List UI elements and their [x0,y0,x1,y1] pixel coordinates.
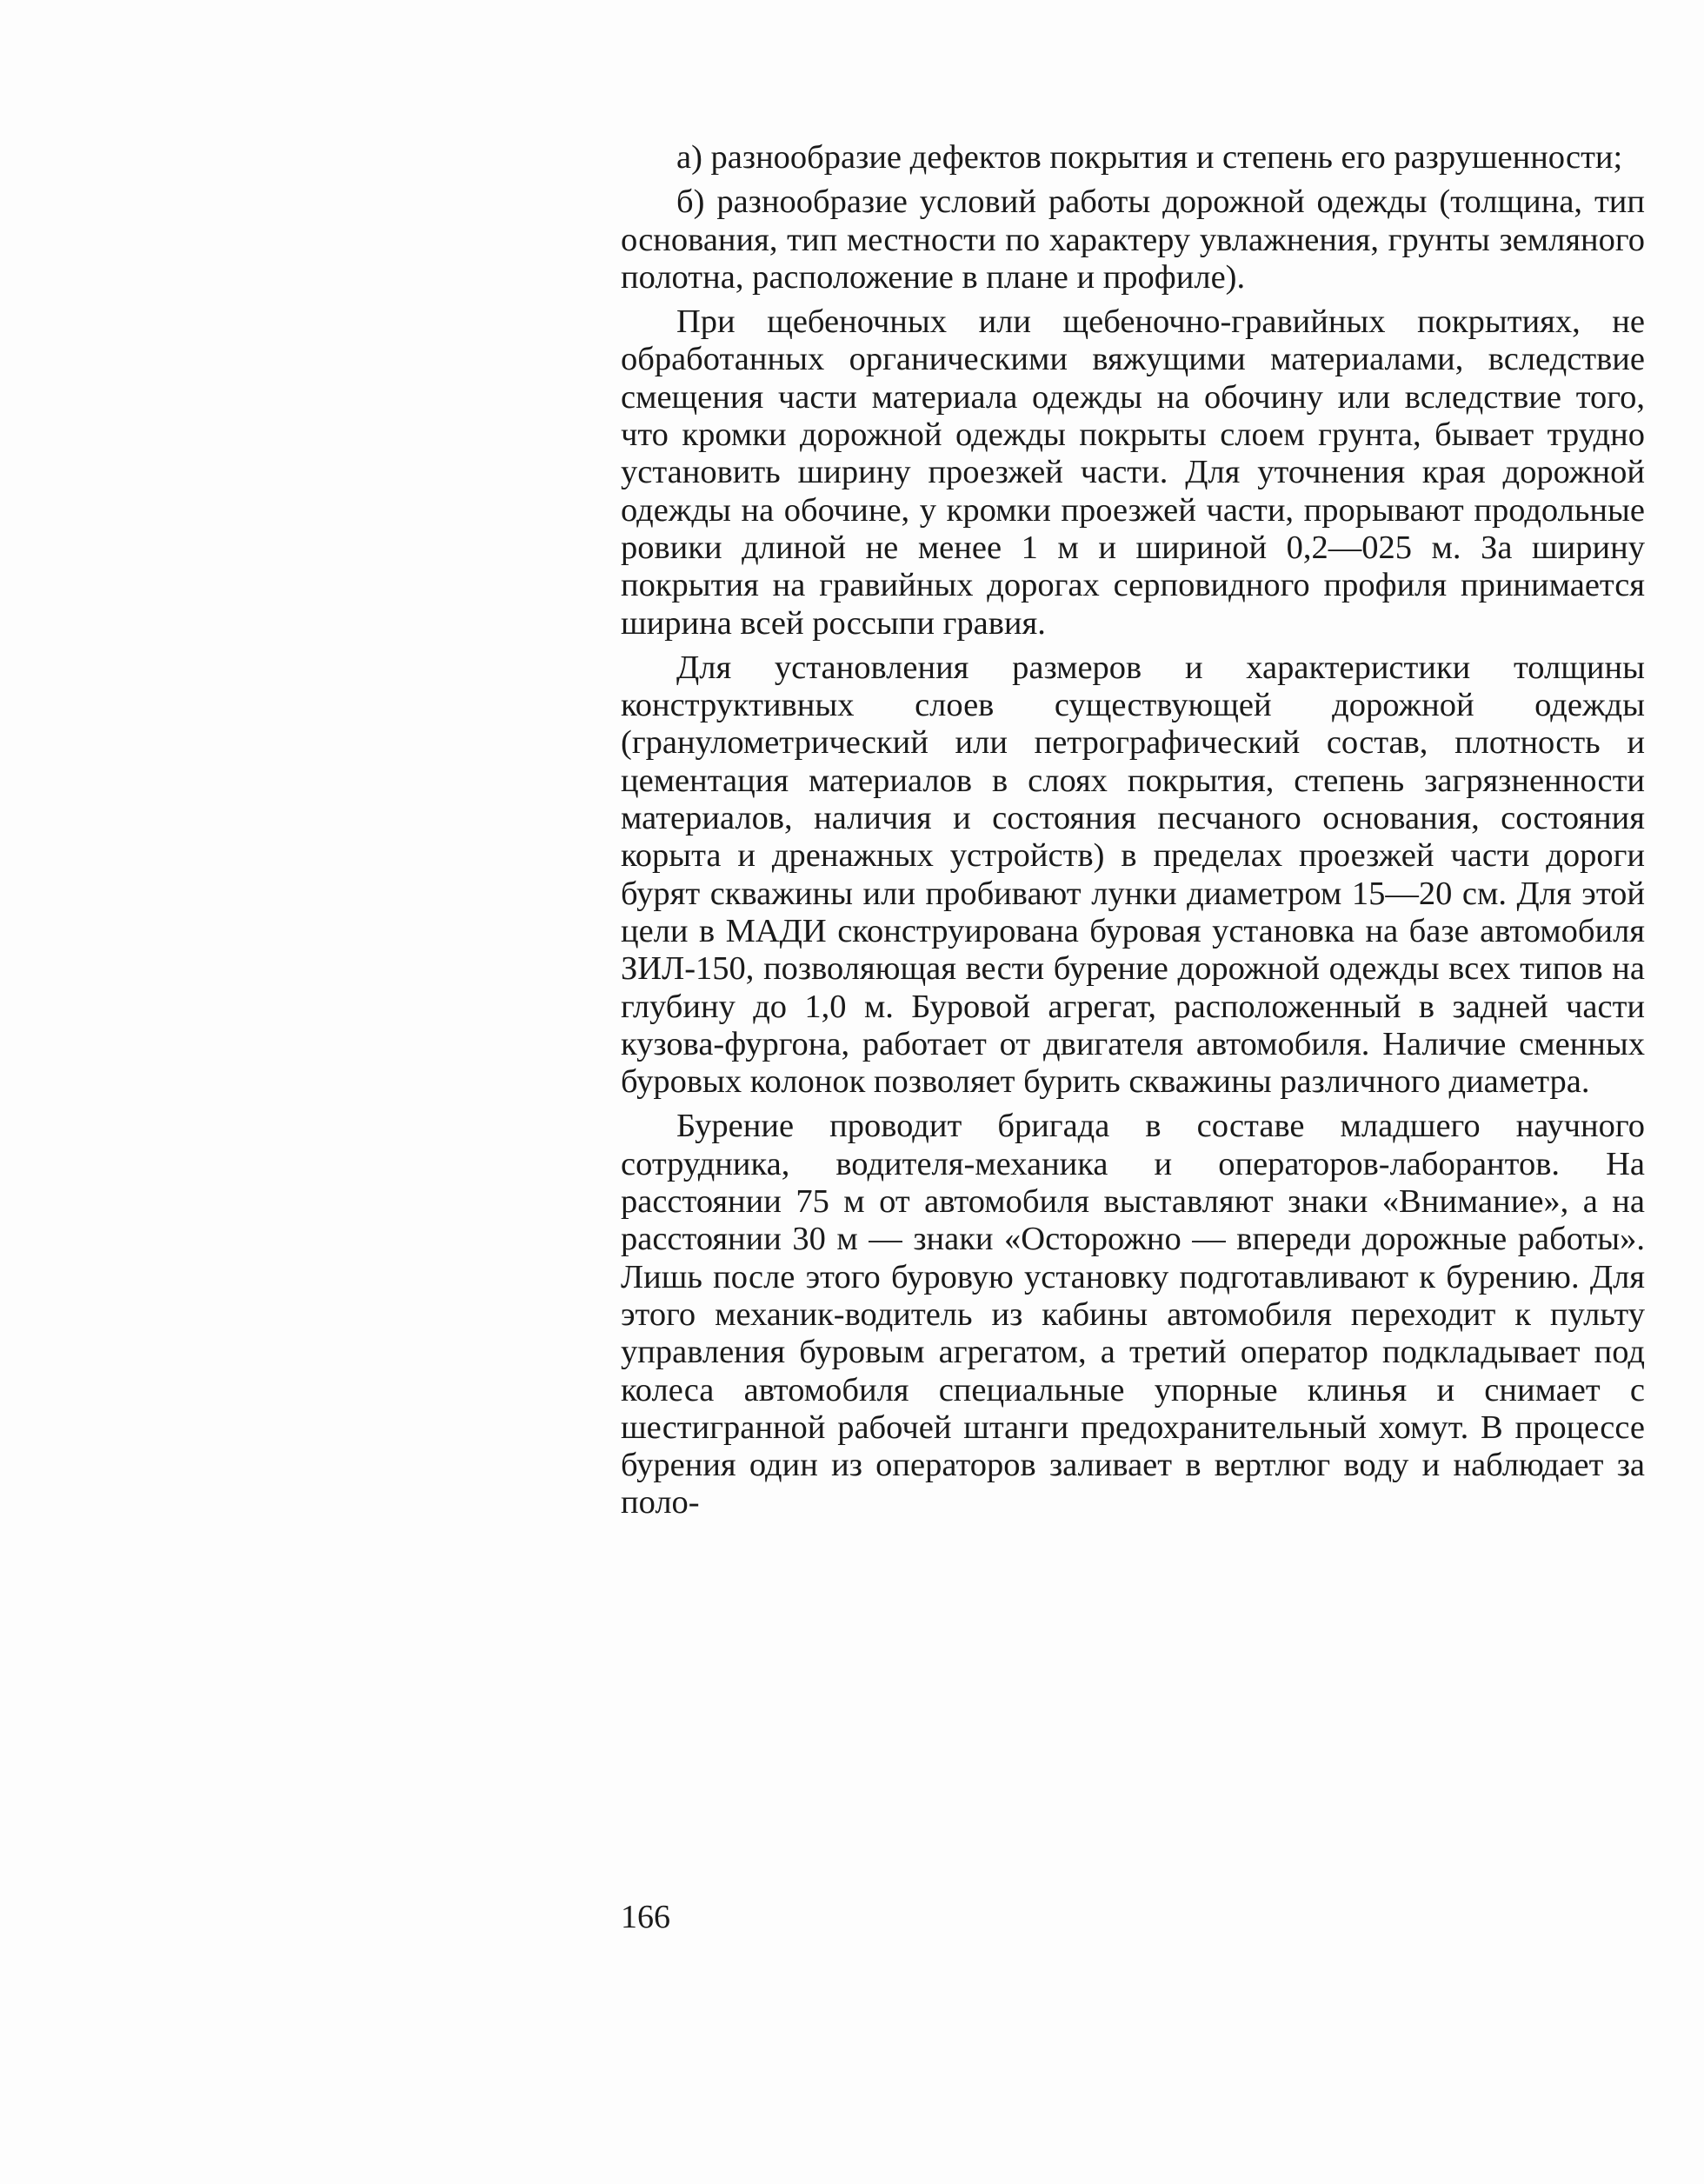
paragraph-gravel-coverings: При щебеночных или щебеночно-гравийных покрытиях, не обработанных органическими вяжущими материалами, вследствие смещения части материала одежды на обочину или вследствие того, что кромки дорожной одежды покрыты слоем грунта, бывает трудно установить ширину проезжей части. Для уточнения края дорожной одежды на обочине, у кромки проезжей части, прорывают продольные ровики длиной не менее 1 м и шириной 0,2—025 м. За ширину покрытия на гравийных дорогах серповидного профиля принимается ширина всей россыпи гравия. [621,303,1645,642]
paragraph-layer-thickness: Для установления размеров и характеристики толщины конструктивных слоев существующей дорожной одежды (гранулометрический или петрографический состав, плотность и цементация материалов в слоях покрытия, степень загрязненности материалов, наличия и состояния песчаного основания, состояния корыта и дренажных устройств) в пределах проезжей части дороги бурят скважины или пробивают лунки диаметром 15—20 см. Для этой цели в МАДИ сконструирована буровая установка на базе автомобиля ЗИЛ-150, позволяющая вести бурение дорожной одежды всех типов на глубину до 1,0 м. Буровой агрегат, расположенный в задней части кузова-фургона, работает от двигателя автомобиля. Наличие сменных буровых колонок позволяет бурить скважины различного диаметра. [621,649,1645,1101]
page-number: 166 [621,1899,670,1935]
paragraph-drilling-crew: Бурение проводит бригада в составе младшего научного сотрудника, водителя-механика и операторов-лаборантов. На расстоянии 75 м от автомобиля выставляют знаки «Внимание», а на расстоянии 30 м — знаки «Осторожно — впереди дорожные работы». Лишь после этого буровую установку подготавливают к бурению. Для этого механик-водитель из кабины автомобиля переходит к пульту управления буровым агрегатом, а третий оператор подкладывает под колеса автомобиля специальные упорные клинья и снимает с шестигранной рабочей штанги предохранительный хомут. В процессе бурения один из операторов заливает в вертлюг воду и наблюдает за поло- [621,1108,1645,1521]
text-column [621,139,1645,1529]
paragraph-conditions: б) разнообразие условий работы дорожной одежды (толщина, тип основания, тип местности по характеру увлажнения, грунты земляного полотна, расположение в плане и профиле). [621,183,1645,296]
paragraph-defects: а) разнообразие дефектов покрытия и степень его разрушенности; [676,139,1623,176]
